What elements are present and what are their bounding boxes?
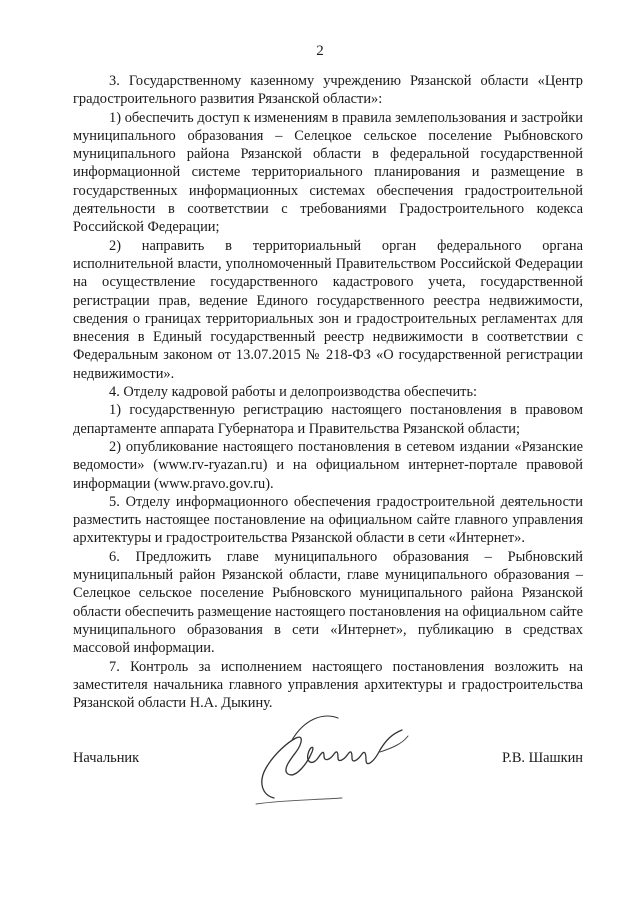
- signature-stroke-underline: [256, 798, 342, 804]
- paragraph-item-4-2: 2) опубликование настоящего постановления в сетевом издании «Рязанские ведомости» (www.rv-ryazan.ru) и на официальном интернет-портале правовой информации (www.pravo.gov.ru).: [73, 438, 583, 492]
- document-body: [73, 72, 583, 712]
- paragraph-item-4: 4. Отделу кадровой работы и делопроизводства обеспечить:: [109, 384, 477, 401]
- page-number: 2: [316, 43, 324, 59]
- paragraph-item-3-1: 1) обеспечить доступ к изменениям в правила землепользования и застройки муниципального образования – Селецкое сельское поселение Рыбновского муниципального района Рязанской области в федеральной государственной информационной системе территориального планирования и размещение в государственных информационных системах обеспечения градостроительной деятельности в соответствии с требованиями Градостроительного кодекса Российской Федерации;: [73, 109, 583, 236]
- paragraph-item-7: 7. Контроль за исполнением настоящего постановления возложить на заместителя начальника главного управления архитектуры и градостроительства Рязанской области Н.А. Дыкину.: [73, 658, 583, 712]
- paragraph-item-6: 6. Предложить главе муниципального образования – Рыбновский муниципальный район Рязанской области, главе муниципального образования – Селецкое сельское поселение Рыбновского муниципального района Рязанской области обеспечить размещение настоящего постановления на официальном сайте муниципального образования в сети «Интернет», публикацию в средствах массовой информации.: [73, 548, 583, 657]
- paragraph-item-3-2: 2) направить в территориальный орган федерального органа исполнительной власти, уполномоченный Правительством Российской Федерации на осуществление государственного кадастрового учета, государственной регистрации прав, ведение Единого государственного реестра недвижимости, сведения о границах территориальных зон и градостроительных регламентах для внесения в Единый государственный реестр недвижимости в соответствии с Федеральным законом от 13.07.2015 № 218-ФЗ «О государственной регистрации недвижимости».: [73, 237, 583, 382]
- signature-stroke-top: [292, 716, 338, 740]
- signature-block: [73, 750, 583, 772]
- signatory-title: Начальник: [73, 750, 140, 766]
- paragraph-item-3: 3. Государственному казенному учреждению Рязанской области «Центр градостроительного развития Рязанской области»:: [73, 73, 583, 108]
- signatory-name: Р.В. Шашкин: [502, 750, 583, 766]
- paragraph-item-4-1: 1) государственную регистрацию настоящего постановления в правовом департаменте аппарата Губернатора и Правительства Рязанской области;: [73, 402, 583, 437]
- paragraph-item-5: 5. Отделу информационного обеспечения градостроительной деятельности разместить настоящее постановление на официальном сайте главного управления архитектуры и градостроительства Рязанской области в сети «Интернет».: [73, 493, 583, 547]
